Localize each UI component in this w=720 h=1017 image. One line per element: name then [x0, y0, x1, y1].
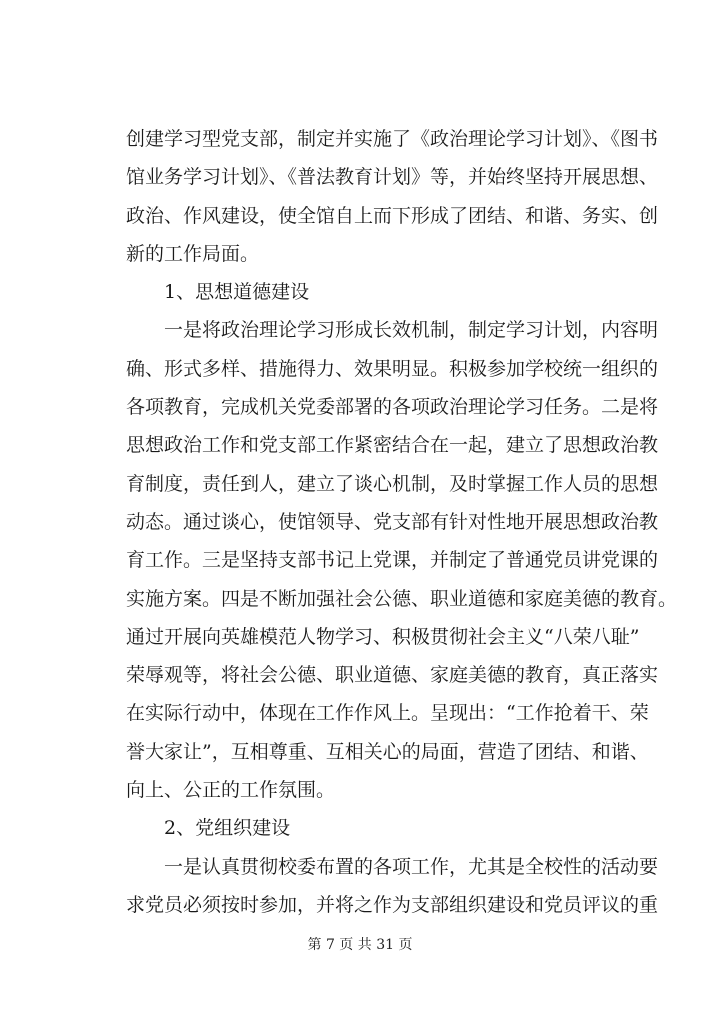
text-line: 育制度，责任到人，建立了谈心机制，及时掌握工作人员的思想: [126, 472, 659, 495]
text-line: 政治、作风建设，使全馆自上而下形成了团结、和谐、务实、创: [126, 204, 659, 227]
text-line: 誉大家让”，互相尊重、互相关心的局面，营造了团结、和谐、: [126, 740, 649, 763]
text-line: 在实际行动中，体现在工作作风上。呈现出：“工作抢着干、荣: [126, 702, 649, 725]
section-heading-party-organization: 2、党组织建设: [126, 817, 291, 840]
text-line: 一是认真贯彻校委布置的各项工作，尤其是全校性的活动要: [126, 855, 659, 878]
text-line: 确、形式多样、措施得力、效果明显。积极参加学校统一组织的: [126, 357, 659, 380]
text-line: 育工作。三是坚持支部书记上党课，并制定了普通党员讲党课的: [126, 549, 659, 572]
text-line: 实施方案。四是不断加强社会公德、职业道德和家庭美德的教育。: [126, 587, 678, 610]
text-line: 荣辱观等，将社会公德、职业道德、家庭美德的教育，真正落实: [126, 664, 659, 687]
text-line: 思想政治工作和党支部工作紧密结合在一起，建立了思想政治教: [126, 434, 659, 457]
text-line: 创建学习型党支部，制定并实施了《政治理论学习计划》、《图书: [126, 128, 659, 150]
text-line: 一是将政治理论学习形成长效机制，制定学习计划，内容明: [126, 319, 659, 342]
text-line: 动态。通过谈心，使馆领导、党支部有针对性地开展思想政治教: [126, 510, 659, 533]
text-line: 求党员必须按时参加，并将之作为支部组织建设和党员评议的重: [126, 893, 659, 916]
section-heading-ideology: 1、思想道德建设: [126, 281, 310, 304]
text-line: 各项教育，完成机关党委部署的各项政治理论学习任务。二是将: [126, 396, 659, 419]
text-line: 向上、公正的工作氛围。: [126, 779, 336, 802]
text-line: 新的工作局面。: [126, 242, 260, 265]
body-text: [126, 120, 678, 924]
text-line: 馆业务学习计划》、《普法教育计划》等，并始终坚持开展思想、: [126, 166, 659, 189]
text-line: 通过开展向英雄模范人物学习、积极贯彻社会主义“八荣八耻”: [126, 625, 640, 648]
page-number-footer: 第 7 页 共 31 页: [307, 937, 413, 953]
